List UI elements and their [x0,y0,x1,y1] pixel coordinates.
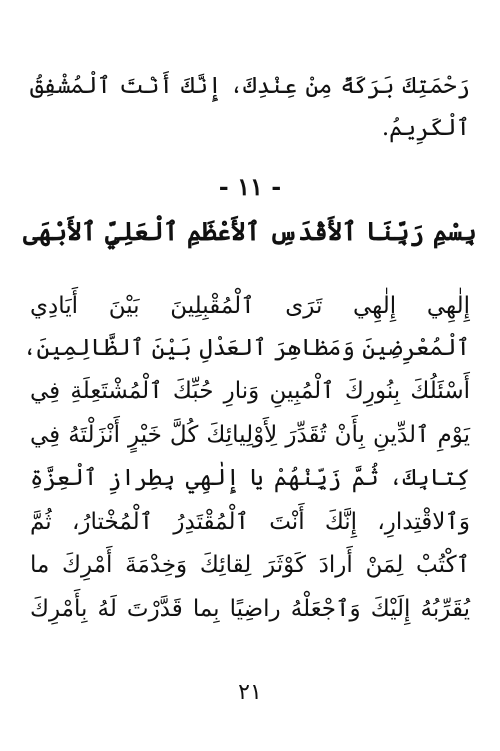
page-number: ٢١ [238,680,262,705]
body-line-3: أَسْئَلُكَ بِنُورِكَ ٱلْمُبِينِ وَنارِ حُبِّكَ ٱلْمُشْتَعِلَةِ فِي [30,378,470,404]
body-line-1: إِلٰهِي إِلٰهِي تَرَى ٱلْمُقْبِلِينَ بَيْنَ أَيَادِي [30,293,470,319]
section-heading: بِسْمِ رَبِّنَا ٱلأَقْدَسِ ٱلأَعْظَمِ ٱلْعَلِيِّ ٱلأَبْهَى [23,217,477,246]
body-line-5: كِتابِكَ، ثُمَّ زَيِّنْهُمْ يا إِلٰهِي بِطِرازِ ٱلْعِزَّةِ [30,465,470,491]
body-line-4: يَوْمِ ٱلدِّينِ بِأَنْ تُقَدِّرَ لِأَوْلِيائِكَ كُلَّ خَيْرٍ أَنْزَلْتَهُ فِي [30,422,470,448]
body-line-6: وَٱلاقْتِدارِ، إِنَّكَ أَنْتَ ٱلْمُقْتَدِرُ ٱلْمُخْتارُ، ثُمَّ [30,509,470,535]
intro-line-1: رَحْمَتِكَ بَرَكَةً مِنْ عِنْدِكَ، إِنَّكَ أَنْتَ ٱلْمُشْفِقُ [30,73,470,99]
intro-line-2: ٱلْكَرِيمُ. [381,115,470,141]
section-number: - ١١ - [218,172,282,201]
body-line-2: ٱلْمُعْرِضِينَ وَمَظاهِرَ ٱلعَدْلِ بَيْنَ ٱلظَّالِمِينَ، [22,335,470,361]
body-line-7: ٱكْتُبْ لِمَنْ أَرادَ كَوْثَرَ لِقائِكَ وَخِدْمَةَ أَمْرِكَ ما [30,552,470,578]
body-line-8: يُقَرِّبُهُ إِلَيْكَ وَٱجْعَلْهُ راضِيًا بِما قَدَّرْتَ لَهُ بِأَمْرِكَ [30,596,470,622]
